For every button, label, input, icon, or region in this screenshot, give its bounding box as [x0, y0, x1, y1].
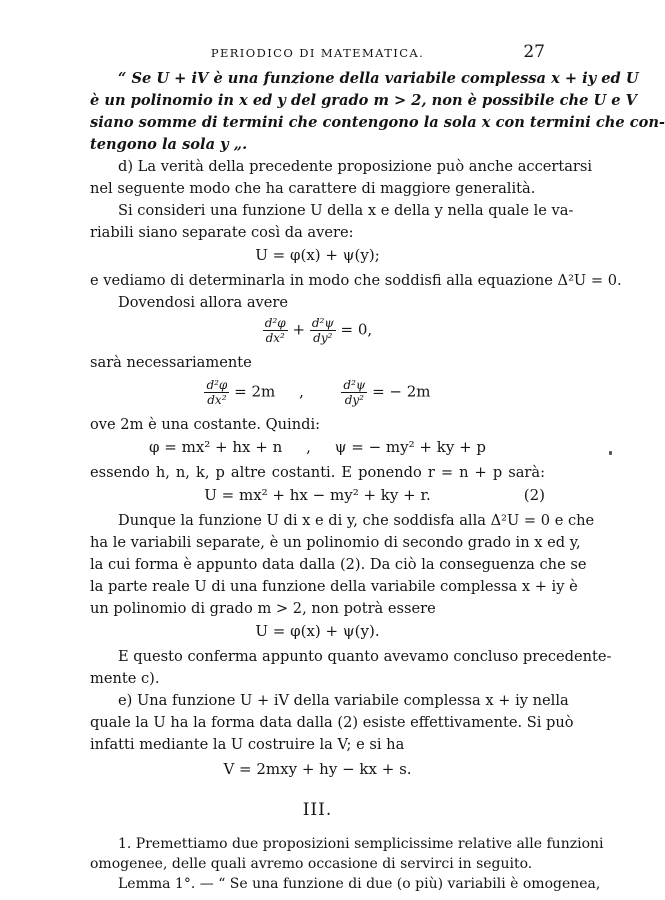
- text-line: “ Se U + iV è una funzione della variabile complessa x + iy ed U: [118, 70, 639, 87]
- text-line: Si consideri una funzione U della x e della y nella quale le va-: [118, 202, 574, 219]
- equation-label: (2): [523, 486, 545, 504]
- equation-fraction: $\frac{\text{d²φ}}{\text{dx²}}$ = 2m , $\frac{\text{d²ψ}}{\text{dy²}}$ = − 2m: [206, 378, 431, 407]
- text-line: Dovendosi allora avere: [118, 294, 289, 311]
- text-line: Dunque la funzione U di x e di y, che soddisfa alla Δ²U = 0 e che: [118, 512, 595, 529]
- header-title: PERIODICO DI MATEMATICA.: [210, 46, 425, 60]
- running-header: [90, 44, 545, 64]
- text-line: è un polinomio in x ed y del grado m > 2, non è possibile che U e V: [90, 92, 637, 109]
- text-line: E questo conferma appunto quanto avevamo concluso precedente-: [118, 648, 612, 665]
- fraction: $\frac{\text{d²ψ}}{\text{dy²}}$: [343, 378, 366, 407]
- text-line: quale la U ha la forma data dalla (2) esiste effettivamente. Si può: [90, 714, 574, 731]
- equation: V = 2mxy + hy − kx + s.: [223, 760, 412, 778]
- text-line: nel seguente modo che ha carattere di maggiore generalità.: [90, 180, 536, 197]
- text-line: un polinomio di grado m > 2, non potrà essere: [90, 600, 436, 617]
- page-number: 27: [523, 42, 545, 62]
- text-line: omogenee, delle quali avremo occasione di servirci in seguito.: [90, 856, 533, 872]
- equation: U = φ(x) + ψ(y).: [255, 622, 380, 640]
- text-line: la parte reale U di una funzione della variabile complessa x + iy è: [90, 578, 578, 595]
- fraction: $\frac{\text{d²φ}}{\text{dx²}}$: [206, 378, 228, 407]
- fraction: $\frac{\text{d²ψ}}{\text{dy²}}$: [311, 316, 334, 345]
- text-line: la cui forma è appunto data dalla (2). Da ciò la conseguenza che se: [90, 556, 587, 573]
- text-line: ha le variabili separate, è un polinomio di secondo grado in x ed y,: [90, 534, 581, 551]
- text-line: e vediamo di determinarla in modo che soddisfi alla equazione Δ²U = 0.: [90, 272, 622, 289]
- text-line: siano somme di termini che contengono la sola x con termini che con-: [90, 114, 665, 131]
- text-line: d) La verità della precedente proposizione può anche accertarsi: [118, 158, 593, 175]
- text-line: ove 2m è una costante. Quindi:: [90, 416, 321, 433]
- text-line: mente c).: [90, 670, 160, 687]
- equation: U = φ(x) + ψ(y);: [255, 246, 380, 264]
- text-line: e) Una funzione U + iV della variabile complessa x + iy nella: [118, 692, 569, 709]
- text-line: riabili siano separate così da avere:: [90, 224, 354, 241]
- lemma-line: Lemma 1°. — “ Se una funzione di due (o più) variabili è omogenea,: [118, 876, 601, 892]
- fraction: $\frac{\text{d²φ}}{\text{dx²}}$: [264, 316, 286, 345]
- text-line: infatti mediante la U costruire la V; e si ha: [90, 736, 405, 753]
- text-line: 1. Premettiamo due proposizioni semplicissime relative alle funzioni: [118, 836, 604, 852]
- equation-numbered: U = mx² + hx − my² + ky + r. (2): [204, 486, 545, 504]
- scan-speck: [609, 451, 612, 455]
- text-line: essendo h, n, k, p altre costanti. E ponendo r = n + p sarà:: [90, 464, 545, 481]
- equation: φ = mx² + hx + n , ψ = − my² + ky + p: [148, 438, 487, 456]
- text-line: tengono la sola y „.: [90, 136, 248, 153]
- equation-fraction: $\frac{\text{d²φ}}{\text{dx²}}$ + $\frac{\text{d²ψ}}{\text{dy²}}$ = 0,: [264, 316, 373, 345]
- text-line: sarà necessariamente: [90, 354, 252, 371]
- section-heading: III.: [302, 800, 333, 820]
